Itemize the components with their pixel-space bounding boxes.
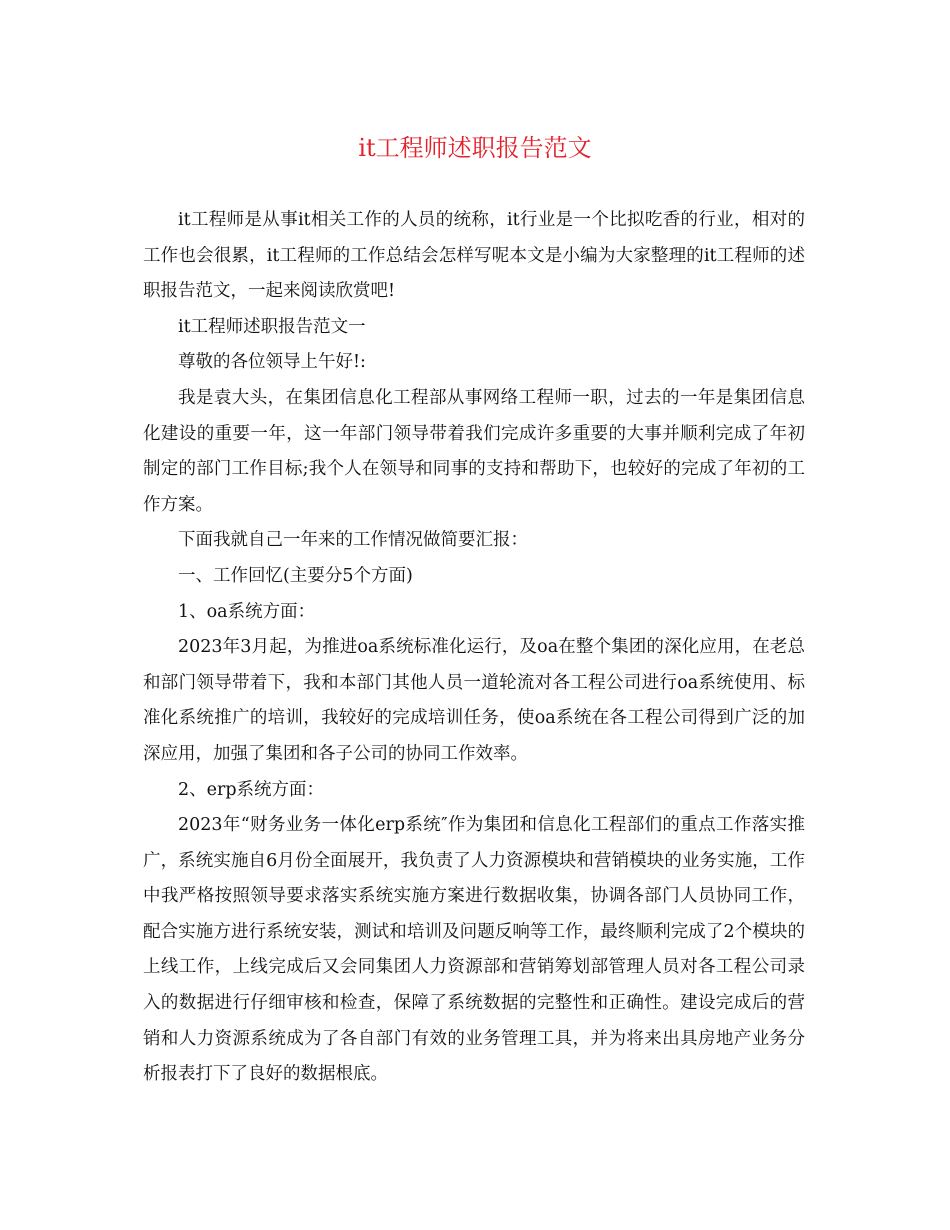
body-paragraph: 2023年“财务业务一体化erp系统″作为集团和信息化工程部们的重点工作落实推广，系统实施自6月份全面展开，我负责了人力资源模块和营销模块的业务实施，工作中我严格按照领导要求落实系统实施方案进行数据收集，协调各部门人员协同工作，配合实施方进行系统安装，测试和培训及问题反响等工作，最终顺利完成了2个模块的上线工作，上线完成后又会同集团人力资源部和营销筹划部管理人员对各工程公司录入的数据进行仔细审核和检查，保障了系统数据的完整性和正确性。建设完成后的营销和人力资源系统成为了各自部门有效的业务管理工具，并为将来出具房地产业务分析报表打下了良好的数据根底。 — [143, 815, 805, 1085]
subsection-heading: 2、erp系统方面： — [178, 779, 325, 800]
document-title: it工程师述职报告范文 — [358, 134, 592, 162]
document-body — [143, 203, 805, 1093]
section-heading: it工程师述职报告范文一 — [178, 316, 366, 337]
intro-paragraph: it工程师是从事it相关工作的人员的统称，it行业是一个比拟吃香的行业，相对的工作也会很累，it工程师的工作总结会怎样写呢本文是小编为大家整理的it工程师的述职报告范文，一起来阅读欣赏吧! — [143, 210, 805, 302]
subsection-heading: 1、oa系统方面： — [178, 601, 316, 622]
body-paragraph: 下面我就自己一年来的工作情况做简要汇报： — [178, 530, 528, 551]
salutation: 尊敬的各位领导上午好!: — [178, 352, 366, 373]
section-heading: 一、工作回忆(主要分5个方面) — [178, 565, 413, 586]
body-paragraph: 我是袁大头，在集团信息化工程部从事网络工程师一职，过去的一年是集团信息化建设的重要一年，这一年部门领导带着我们完成许多重要的大事并顺利完成了年初制定的部门工作目标;我个人在领导和同事的支持和帮助下，也较好的完成了年初的工作方案。 — [143, 387, 805, 515]
body-paragraph: 2023年3月起，为推进oa系统标准化运行，及oa在整个集团的深化应用，在老总和部门领导带着下，我和本部门其他人员一道轮流对各工程公司进行oa系统使用、标准化系统推广的培训，我较好的完成培训任务，使oa系统在各工程公司得到广泛的加深应用，加强了集团和各子公司的协同工作效率。 — [143, 637, 805, 764]
